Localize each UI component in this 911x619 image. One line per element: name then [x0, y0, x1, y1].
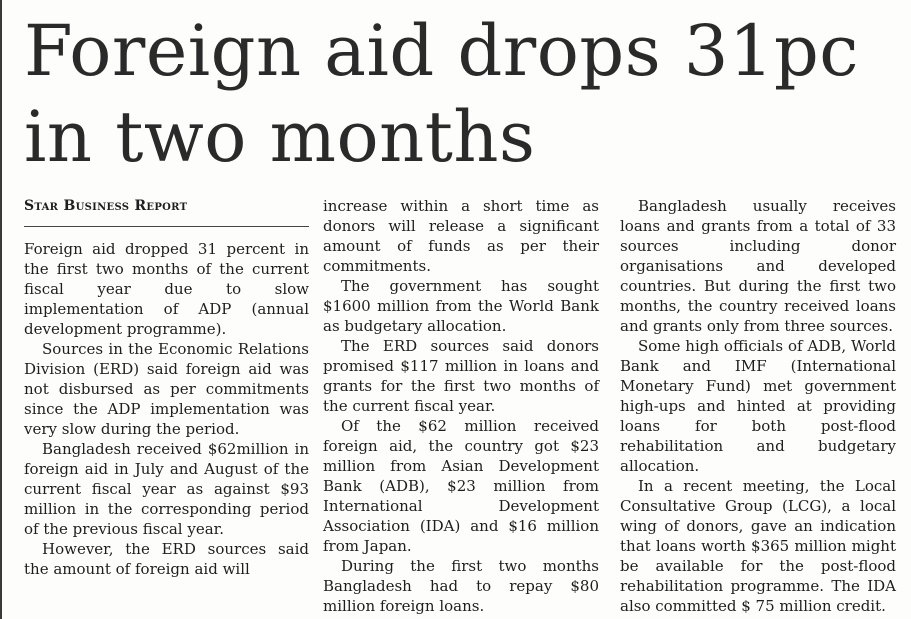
column-1 [24, 196, 309, 579]
column-3 [620, 196, 896, 616]
headline-line-1: Foreign aid drops 31pc [24, 10, 859, 92]
paragraph-7: Of the $62 million received foreign aid, the country got $23 million from Asian Development Bank (ADB), $23 million from International Development Association (IDA) and $16 million from Japan. [323, 417, 599, 555]
paragraph-6: The ERD sources said donors promised $117 million in loans and grants for the first two months of the current fiscal year. [323, 337, 599, 415]
paragraph-1: Foreign aid dropped 31 percent in the first two months of the current fiscal year due to slow implementation of ADP (annual development programme). [24, 240, 309, 338]
column-2 [323, 196, 599, 616]
paragraph-9: Bangladesh usually receives loans and grants from a total of 33 sources including donor organisations and developed countries. But during the first two months, the country received loans and grants only from three sources. [620, 197, 896, 335]
paragraph-10: Some high officials of ADB, World Bank and IMF (International Monetary Fund) met government high-ups and hinted at providing loans for both post-flood rehabilitation and budgetary allocation. [620, 337, 896, 475]
paragraph-4-continued: increase within a short time as donors will release a significant amount of funds as per their commitments. [323, 197, 599, 275]
paragraph-11: In a recent meeting, the Local Consultative Group (LCG), a local wing of donors, gave an indication that loans worth $365 million might be available for the post-flood rehabilitation programme. The IDA also committed $ 75 million credit. [620, 477, 896, 615]
headline [24, 8, 904, 180]
paragraph-4-start: However, the ERD sources said the amount of foreign aid will [24, 540, 309, 578]
paragraph-8: During the first two months Bangladesh had to repay $80 million foreign loans. [323, 557, 599, 615]
headline-line-2: in two months [24, 96, 536, 178]
byline: Star Business Report [24, 196, 309, 227]
paragraph-5: The government has sought $1600 million from the World Bank as budgetary allocation. [323, 277, 599, 335]
paragraph-3: Bangladesh received $62million in foreign aid in July and August of the current fiscal year as against $93 million in the corresponding period of the previous fiscal year. [24, 440, 309, 538]
paragraph-2: Sources in the Economic Relations Division (ERD) said foreign aid was not disbursed as per commitments since the ADP implementation was very slow during the period. [24, 340, 309, 438]
